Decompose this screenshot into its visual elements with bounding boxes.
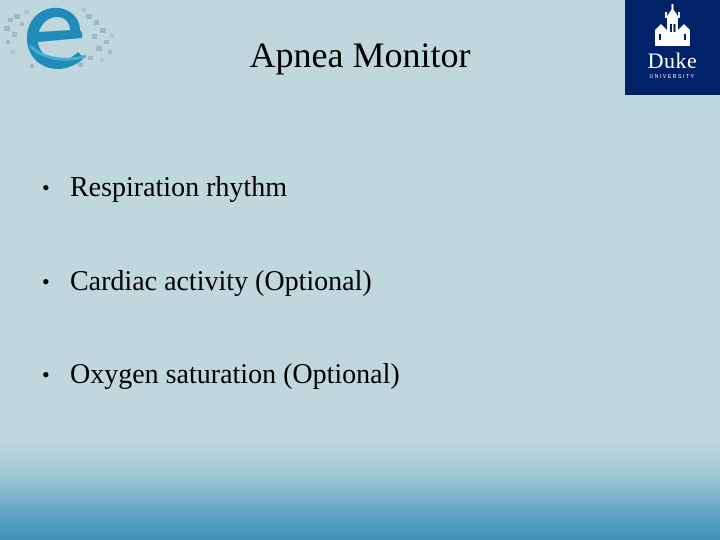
- bullet-dot: •: [42, 269, 50, 294]
- bottom-gradient-band: [0, 440, 720, 540]
- e-globe-logo-icon: [0, 0, 118, 80]
- duke-wordmark: Duke: [647, 48, 698, 73]
- duke-subtext: UNIVERSITY: [649, 74, 696, 80]
- bullet-text: Cardiac activity (Optional): [70, 266, 372, 297]
- bullet-item: [42, 170, 287, 206]
- bullet-item: [42, 264, 372, 300]
- bullet-text: Respiration rhythm: [70, 172, 287, 203]
- bullet-dot: •: [42, 175, 50, 200]
- bullet-dot: •: [42, 362, 50, 387]
- bullet-text: Oxygen saturation (Optional): [70, 359, 400, 390]
- slide-title: Apnea Monitor: [249, 35, 471, 75]
- duke-chapel-icon: [625, 0, 720, 50]
- duke-university-logo: [625, 0, 720, 95]
- bullet-item: [42, 357, 400, 393]
